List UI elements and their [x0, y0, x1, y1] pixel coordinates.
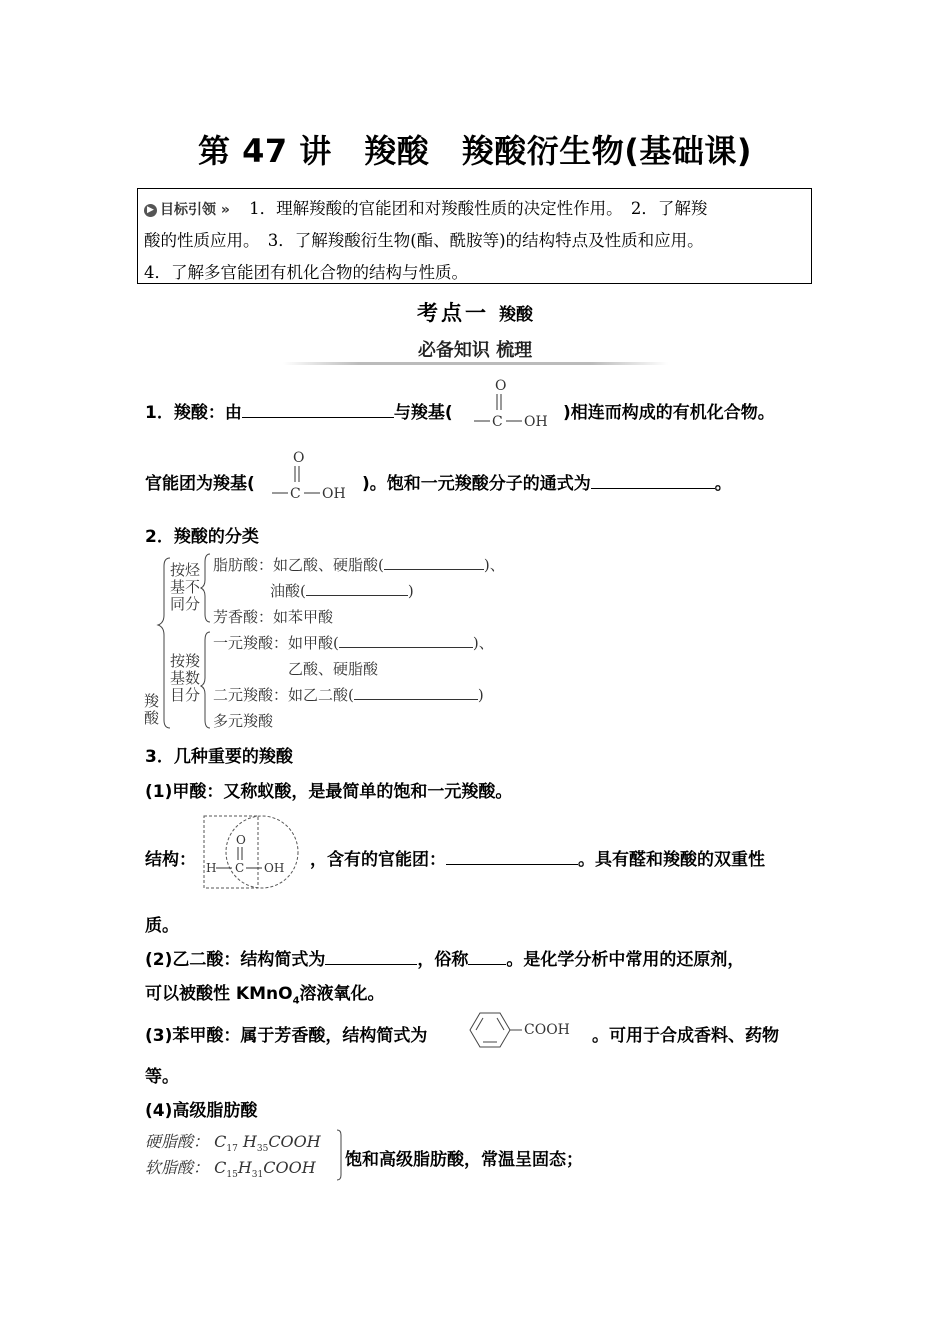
- formic-line-end: 质。: [145, 916, 179, 936]
- svg-text:O: O: [236, 833, 246, 847]
- subheading-underline: [283, 362, 668, 365]
- formula-brace: [335, 1129, 345, 1181]
- tree-di-acid: 二元羧酸：如乙二酸( ): [213, 686, 484, 704]
- tree-fatty-acid: 脂肪酸：如乙酸、硬脂酸( )、: [213, 556, 505, 574]
- item1-line1: 1．羧酸：由 与羧基(: [145, 403, 453, 423]
- section-heading: 考点一 羧酸: [417, 301, 533, 325]
- blank-1: [242, 401, 394, 418]
- tree-root: 羧酸: [144, 692, 160, 727]
- svg-text:H: H: [206, 861, 217, 875]
- svg-text:O: O: [293, 450, 305, 466]
- goal-line-1: ▶ 目标引领 » 1．理解羧酸的官能团和对羧酸性质的决定性作用。 2．了解羧: [144, 195, 707, 219]
- oxalic-acid-line2: 可以被酸性 KMnO$_4$溶液氧化。: [145, 984, 385, 1007]
- svg-text:C: C: [290, 486, 301, 502]
- tree-group-2: 按羧基数目分: [170, 652, 201, 704]
- benzoic-acid-line1-end: 。可用于合成香料、药物: [592, 1026, 779, 1046]
- tree-group-1: 按烃基不同分: [170, 561, 201, 613]
- benzoic-acid-line2: 等。: [145, 1067, 179, 1087]
- item1-line2: 官能团为羧基(: [145, 474, 255, 494]
- goal-line-3: 4．了解多官能团有机化合物的结构与性质。: [144, 263, 468, 282]
- fatty-acid-description: 饱和高级脂肪酸，常温呈固态；: [345, 1150, 583, 1170]
- blank-3: [446, 848, 578, 865]
- blank-2: [591, 472, 715, 489]
- goal-line-2: 酸的性质应用。 3．了解羧酸衍生物(酯、酰胺等)的结构特点及性质和应用。: [144, 231, 704, 250]
- stearic-acid-formula: 硬脂酸： $C_{17}$ $H_{35}COOH$: [145, 1132, 321, 1155]
- item3-heading: 3．几种重要的羧酸: [145, 747, 293, 767]
- palmitic-acid-formula: 软脂酸： $C_{15}H_{31}COOH$: [145, 1158, 316, 1181]
- benzoic-acid-line1: (3)苯甲酸：属于芳香酸，结构简式为: [145, 1026, 428, 1046]
- svg-text:OH: OH: [322, 486, 346, 502]
- formic-structure-label: 结构：: [145, 850, 196, 870]
- formic-functional-group: ，含有的官能团： 。具有醛和羧酸的双重性: [310, 850, 765, 870]
- tree-aromatic-acid: 芳香酸：如苯甲酸: [213, 608, 334, 626]
- benzoic-acid-structure: [462, 1008, 592, 1052]
- svg-text:C: C: [235, 861, 245, 875]
- double-chevron-icon: »: [216, 202, 230, 218]
- svg-text:OH: OH: [264, 861, 285, 875]
- item1-line1-end: )相连而构成的有机化合物。: [563, 403, 775, 423]
- knowledge-subheading: 必备知识 梳理: [417, 340, 533, 361]
- tree-mono-acid-more: 乙酸、硬脂酸: [288, 660, 379, 678]
- blank-5: [468, 948, 506, 965]
- page-title: 第 47 讲 羧酸 羧酸衍生物(基础课): [197, 132, 753, 170]
- item1-line2-end: )。饱和一元羧酸分子的通式为 。: [362, 474, 732, 494]
- oxalic-acid-line1: (2)乙二酸：结构简式为 ，俗称 。是化学分析中常用的还原剂，: [145, 950, 745, 970]
- svg-text:COOH: COOH: [524, 1022, 570, 1038]
- play-icon: ▶: [144, 204, 157, 217]
- svg-text:O: O: [495, 378, 507, 394]
- item2-heading: 2．羧酸的分类: [145, 527, 259, 547]
- svg-text:C: C: [492, 414, 503, 430]
- learning-goals-box: [137, 188, 812, 284]
- tree-oleic-acid: 油酸( ): [270, 582, 414, 600]
- fatty-acid-heading: (4)高级脂肪酸: [145, 1101, 258, 1121]
- tree-poly-acid: 多元羧酸: [213, 712, 274, 730]
- goal-tag: ▶ 目标引领 »: [144, 199, 230, 219]
- formic-acid-structure: [200, 812, 310, 892]
- blank-4: [325, 948, 417, 965]
- tree-mono-acid: 一元羧酸：如甲酸( )、: [213, 634, 494, 652]
- carboxyl-structure-2: [268, 446, 368, 504]
- carboxyl-structure-1: [468, 374, 568, 432]
- svg-text:OH: OH: [524, 414, 548, 430]
- formic-acid-intro: (1)甲酸：又称蚁酸，是最简单的饱和一元羧酸。: [145, 782, 513, 802]
- classification-tree: [140, 550, 540, 735]
- fatty-acid-formulas: [145, 1127, 345, 1181]
